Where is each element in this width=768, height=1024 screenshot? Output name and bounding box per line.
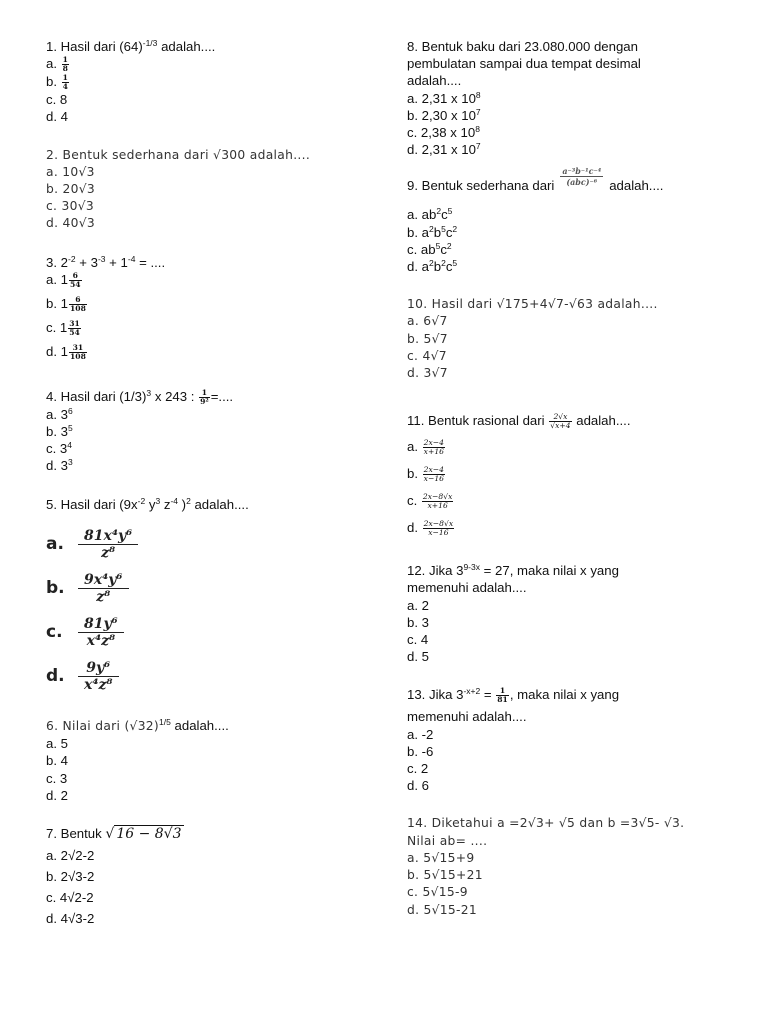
question-7-option-d: d. 4√3-2 — [46, 910, 95, 926]
question-1 — [46, 38, 376, 126]
question-4 — [46, 388, 376, 475]
question-5-option-a: a. $\frac{\text{81x⁴y⁶}}{\text{z⁸}}$ — [46, 523, 376, 567]
question-12-prompt-line-2: memenuhi adalah.... — [407, 580, 527, 596]
fraction: $\frac{6}{54}$ — [70, 270, 81, 289]
fraction: $\frac{6}{108}$ — [70, 294, 86, 313]
question-8-option-c: c. 2,38 x $10^8$ — [407, 124, 480, 141]
question-6-option-b: b. 4 — [46, 753, 68, 769]
question-10-option-d: d. 3√7 — [407, 366, 448, 381]
question-4-option-a: a. $3^6$ — [46, 405, 73, 422]
question-13-option-b: b. -6 — [407, 743, 434, 759]
question-12-option-b: b. 3 — [407, 614, 429, 630]
question-12-option-d: d. 5 — [407, 649, 429, 665]
fraction-image: $\frac{\text{9y⁶}}{\text{x⁴z⁸}}$ — [78, 660, 119, 693]
question-1-option-b: b. $\frac{1}{4}$ — [46, 73, 68, 92]
question-5-option-c: c. $\frac{\text{81y⁶}}{\text{x⁴z⁸}}$ — [46, 611, 376, 655]
question-2-option-b: b. 20√3 — [46, 182, 96, 197]
question-13-option-c: c. 2 — [407, 761, 429, 777]
question-6-option-a: a. 5 — [46, 736, 68, 752]
fraction: $\frac{31}{108}$ — [70, 342, 86, 361]
question-14-option-b: b. 5√15+21 — [407, 868, 483, 883]
question-11-option-b: b. $\frac{2x-4}{x-16}$ — [407, 465, 444, 484]
question-9-option-c: c. $ab^5c^2$ — [407, 240, 452, 257]
question-3 — [46, 254, 376, 367]
question-8-prompt-line-1: 8. Bentuk baku dari 23.080.000 dengan — [407, 39, 638, 54]
question-4-option-c: c. $3^4$ — [46, 440, 72, 457]
question-6-prompt: 6. Nilai dari $(√32)^{1/5}$ adalah.... — [46, 716, 229, 733]
question-8-prompt-line-2: pembulatan sampai dua tempat desimal — [407, 56, 641, 72]
question-7-option-b: b. 2√3-2 — [46, 868, 95, 884]
question-11-option-a: a. $\frac{2x-4}{x+16}$ — [407, 438, 444, 457]
question-12-option-c: c. 4 — [407, 632, 429, 648]
question-8-option-d: d. 2,31 x $10^7$ — [407, 141, 481, 158]
question-10-prompt: 10. Hasil dari √175+4√7-√63 adalah.... — [407, 297, 658, 312]
question-9-option-a: a. $ab^2c^5$ — [407, 206, 453, 223]
question-8-prompt-line-3: adalah.... — [407, 73, 462, 89]
question-14 — [407, 815, 747, 918]
question-7-option-a: a. 2√2-2 — [46, 847, 95, 863]
question-11 — [407, 412, 747, 546]
question-4-prompt: 4. Hasil dari $(1/3)^3$ x 243 : $\frac{1}{\text{9²}}$ =.... — [46, 387, 234, 406]
fraction: $\frac{1}{81}$ — [497, 686, 508, 705]
fraction: $\frac{1}{8}$ — [62, 55, 68, 74]
question-4-option-b: b. $3^5$ — [46, 423, 73, 440]
question-14-prompt-line-2: Nilai ab= .... — [407, 833, 488, 848]
question-8-option-b: b. 2,30 x $10^7$ — [407, 106, 481, 123]
question-14-option-a: a. 5√15+9 — [407, 850, 475, 865]
question-6-option-d: d. 2 — [46, 787, 68, 803]
fraction-image: $\frac{\text{81x⁴y⁶}}{\text{z⁸}}$ — [78, 528, 138, 561]
question-13-prompt-line-1: 13. Jika $3^{-x+2}$ = $\frac{1}{81}$ , maka nilai x yang — [407, 686, 620, 705]
fraction: $\frac{1}{\text{9²}}$ — [200, 387, 209, 406]
question-9-option-b: b. $a^2b^5c^2$ — [407, 223, 458, 240]
question-10 — [407, 296, 747, 382]
question-5-option-d: d. $\frac{\text{9y⁶}}{\text{x⁴z⁸}}$ — [46, 655, 376, 699]
question-1-prompt: 1. Hasil dari $(64)^{-1/3}$ adalah.... — [46, 38, 216, 54]
question-3-option-d: d. 1 $\frac{31}{108}$ — [46, 342, 86, 361]
fraction: $\frac{31}{54}$ — [69, 318, 80, 337]
question-2-option-c: c. 30√3 — [46, 199, 94, 214]
question-3-option-b: b. 1 $\frac{6}{108}$ — [46, 294, 86, 313]
question-10-option-c: c. 4√7 — [407, 348, 447, 363]
fraction: $\frac{2x-4}{x-16}$ — [423, 465, 444, 484]
question-9-option-d: d. $a^2b^2c^5$ — [407, 258, 458, 275]
question-4-option-d: d. $3^3$ — [46, 457, 73, 474]
question-7-option-c: c. 4√2-2 — [46, 889, 94, 905]
question-14-option-c: c. 5√15-9 — [407, 885, 468, 900]
question-10-option-a: a. 6√7 — [407, 314, 448, 329]
question-5-prompt: 5. Hasil dari ($9x^{-2}$ $y^3$ $z^{-4}$ )$^2$ adalah.... — [46, 495, 249, 512]
question-9 — [407, 166, 747, 275]
question-14-option-d: d. 5√15-21 — [407, 902, 478, 917]
question-13-option-d: d. 6 — [407, 778, 429, 794]
right-column — [407, 38, 747, 940]
question-6-option-c: c. 3 — [46, 770, 68, 786]
left-column — [46, 38, 376, 952]
question-2-prompt: 2. Bentuk sederhana dari √300 adalah.... — [46, 147, 311, 162]
question-12 — [407, 562, 747, 665]
question-7-prompt: 7. Bentuk √ 16 − 8√3 — [46, 825, 182, 842]
radical: √ 16 − 8√3 — [105, 825, 182, 842]
question-5-option-b: b. $\frac{\text{9x⁴y⁶}}{\text{z⁸}}$ — [46, 567, 376, 611]
fraction: $\frac{2x-8√x}{x+16}$ — [422, 492, 453, 511]
question-14-prompt-line-1: 14. Diketahui a =2√3+ √5 dan b =3√5- √3. — [407, 816, 685, 831]
question-10-option-b: b. 5√7 — [407, 331, 448, 346]
question-7 — [46, 825, 376, 931]
fraction-image: $\frac{\text{a⁻³b⁻¹c⁻⁴}}{\text{(abc)⁻⁶}}$ — [562, 166, 602, 188]
fraction: $\frac{2√x}{√x+4}$ — [550, 412, 571, 431]
question-13-prompt-line-2: memenuhi adalah.... — [407, 709, 527, 725]
question-2-option-a: a. 10√3 — [46, 164, 95, 179]
fraction: $\frac{2x-8√x}{x-16}$ — [423, 519, 454, 538]
question-11-prompt: 11. Bentuk rasional dari $\frac{2√x}{√x+4}$ adalah.... — [407, 412, 631, 431]
question-9-prompt: 9. Bentuk sederhana dari $\frac{\text{a⁻³b⁻¹c⁻⁴}}{\text{(abc)⁻⁶}}$ adalah.... — [407, 166, 664, 194]
question-12-prompt-line-1: 12. Jika $3^{9-3x} = 27$, maka nilai x yang — [407, 562, 619, 579]
fraction-image: $\frac{\text{81y⁶}}{\text{x⁴z⁸}}$ — [78, 616, 124, 649]
question-2-option-d: d. 40√3 — [46, 216, 96, 231]
question-2 — [46, 147, 376, 233]
question-13 — [407, 686, 747, 794]
question-3-option-c: c. 1 $\frac{31}{54}$ — [46, 318, 80, 337]
question-3-option-a: a. 1 $\frac{6}{54}$ — [46, 270, 81, 289]
question-1-option-d: d. 4 — [46, 109, 68, 125]
question-1-option-c: c. 8 — [46, 92, 68, 108]
fraction: $\frac{2x-4}{x+16}$ — [423, 438, 444, 457]
question-3-prompt: 3. $2^{-2} + 3^{-3} + 1^{-4}$ = .... — [46, 253, 166, 270]
question-12-option-a: a. 2 — [407, 597, 429, 613]
question-11-option-d: d. $\frac{2x-8√x}{x-16}$ — [407, 519, 454, 538]
fraction: $\frac{1}{4}$ — [62, 73, 68, 92]
question-8 — [407, 38, 747, 158]
question-13-option-a: a. -2 — [407, 726, 434, 742]
question-8-option-a: a. 2,31 x $10^8$ — [407, 89, 481, 106]
fraction-image: $\frac{\text{9x⁴y⁶}}{\text{z⁸}}$ — [78, 572, 129, 605]
question-5 — [46, 496, 376, 699]
question-1-option-a: a. $\frac{1}{8}$ — [46, 55, 68, 74]
question-11-option-c: c. $\frac{2x-8√x}{x+16}$ — [407, 492, 453, 511]
question-6 — [46, 717, 376, 804]
